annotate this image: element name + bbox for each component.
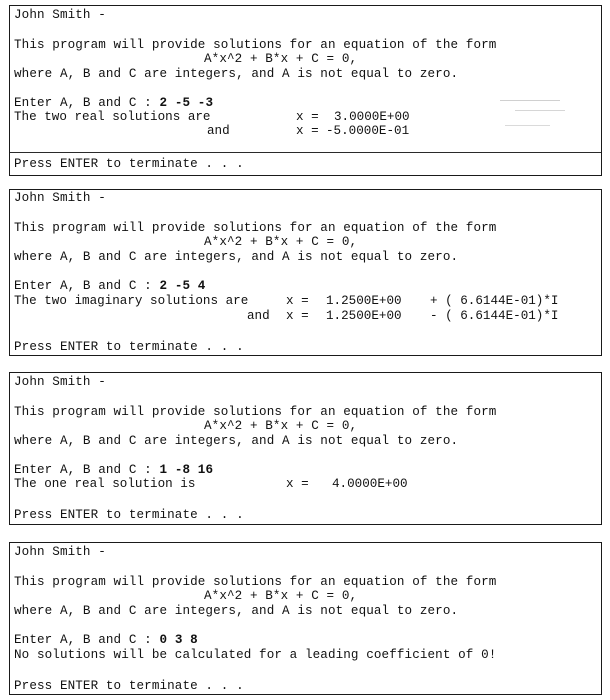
- intro-line: This program will provide solutions for an equation of the form: [14, 405, 497, 419]
- result-x-2: x =: [296, 124, 319, 138]
- equation-line: A*x^2 + B*x + C = 0,: [204, 52, 358, 66]
- result-label-1: The two imaginary solutions are: [14, 294, 249, 308]
- prompt-label: Enter A, B and C :: [14, 279, 160, 293]
- console-panel-3: [9, 372, 602, 525]
- console-panel-4: [9, 542, 602, 695]
- terminate-prompt[interactable]: Press ENTER to terminate . . .: [14, 679, 244, 693]
- result-value-2: -5.0000E-01: [326, 124, 410, 138]
- error-message: No solutions will be calculated for a leading coefficient of 0!: [14, 648, 497, 662]
- result-value-1: 4.0000E+00: [332, 477, 408, 491]
- result-imag-1: + ( 6.6144E-01)*I: [430, 294, 559, 308]
- equation-line: A*x^2 + B*x + C = 0,: [204, 235, 358, 249]
- input-prompt: [14, 96, 213, 110]
- condition-line: where A, B and C are integers, and A is not equal to zero.: [14, 434, 459, 448]
- result-label-2: and: [207, 124, 230, 138]
- scan-artifact: [500, 100, 560, 101]
- terminate-prompt[interactable]: Press ENTER to terminate . . .: [14, 508, 244, 522]
- condition-line: where A, B and C are integers, and A is not equal to zero.: [14, 250, 459, 264]
- result-x-1: x =: [296, 110, 319, 124]
- condition-line: where A, B and C are integers, and A is not equal to zero.: [14, 67, 459, 81]
- scan-artifact: [505, 125, 550, 126]
- input-value[interactable]: 2 -5 4: [159, 279, 206, 293]
- result-imag-2: - ( 6.6144E-01)*I: [430, 309, 559, 323]
- prompt-label: Enter A, B and C :: [14, 463, 160, 477]
- author-line: John Smith -: [14, 191, 106, 205]
- separator: [10, 152, 601, 153]
- condition-line: where A, B and C are integers, and A is not equal to zero.: [14, 604, 459, 618]
- input-prompt: [14, 279, 205, 293]
- author-line: John Smith -: [14, 545, 106, 559]
- intro-line: This program will provide solutions for an equation of the form: [14, 221, 497, 235]
- prompt-label: Enter A, B and C :: [14, 96, 160, 110]
- result-label-1: The two real solutions are: [14, 110, 211, 124]
- intro-line: This program will provide solutions for an equation of the form: [14, 38, 497, 52]
- terminate-prompt[interactable]: Press ENTER to terminate . . .: [14, 157, 244, 171]
- input-prompt: [14, 463, 213, 477]
- equation-line: A*x^2 + B*x + C = 0,: [204, 419, 358, 433]
- console-panel-2: [9, 189, 602, 356]
- result-x-2: x =: [286, 309, 309, 323]
- result-value-1: 3.0000E+00: [334, 110, 410, 124]
- input-value[interactable]: 2 -5 -3: [159, 96, 214, 110]
- input-value[interactable]: 1 -8 16: [159, 463, 214, 477]
- equation-line: A*x^2 + B*x + C = 0,: [204, 589, 358, 603]
- terminate-prompt[interactable]: Press ENTER to terminate . . .: [14, 340, 244, 354]
- input-value[interactable]: 0 3 8: [159, 633, 198, 647]
- result-real-1: 1.2500E+00: [326, 294, 402, 308]
- prompt-label: Enter A, B and C :: [14, 633, 160, 647]
- result-real-2: 1.2500E+00: [326, 309, 402, 323]
- console-panel-1: [9, 5, 602, 176]
- scan-artifact: [515, 110, 565, 111]
- result-label-1: The one real solution is: [14, 477, 196, 491]
- result-x-1: x =: [286, 477, 309, 491]
- author-line: John Smith -: [14, 375, 106, 389]
- intro-line: This program will provide solutions for an equation of the form: [14, 575, 497, 589]
- result-x-1: x =: [286, 294, 309, 308]
- input-prompt: [14, 633, 198, 647]
- author-line: John Smith -: [14, 8, 106, 22]
- result-label-2: and: [247, 309, 270, 323]
